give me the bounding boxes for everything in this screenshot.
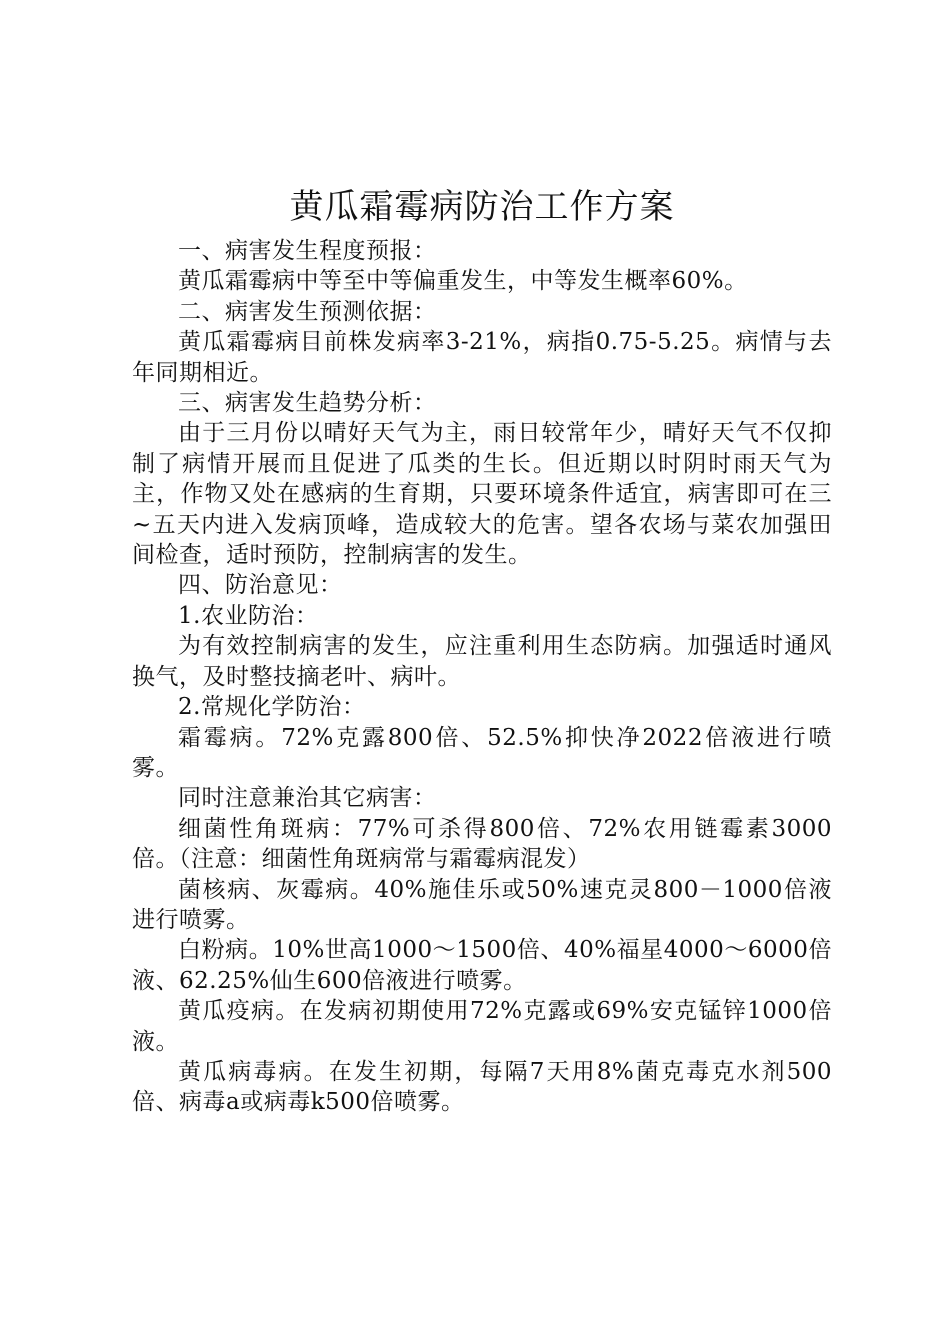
paragraph-sclerotinia-gray-mold: 菌核病、灰霉病。40%施佳乐或50%速克灵800－1000倍液进行喷雾。 [132,876,832,933]
paragraph-angular-leaf-spot: 细菌性角斑病：77%可杀得800倍、72%农用链霉素3000倍。（注意：细菌性角斑病常与霜霉病混发） [132,815,832,873]
document-title: 黄瓜霜霉病防治工作方案 [289,187,675,227]
paragraph-other-diseases: 同时注意兼治其它病害： [178,785,437,812]
paragraph-forecast: 黄瓜霜霉病中等至中等偏重发生，中等发生概率60%。 [178,268,748,295]
paragraph-basis: 黄瓜霜霉病目前株发病率3-21%，病指0.75-5.25。病情与去年同期相近。 [132,329,832,386]
document-page [132,178,832,1118]
section-heading-basis: 二、病害发生预测依据： [178,298,437,325]
section-heading-advice: 四、防治意见： [178,572,343,599]
paragraph-virus-disease: 黄瓜病毒病。在发生初期，每隔7天用8%菌克毒克水剂500倍、病毒a或病毒k500倍喷雾。 [132,1058,832,1116]
subheading-agricultural-control: 1.农业防治： [178,602,319,629]
paragraph-agricultural-control: 为有效控制病害的发生，应注重利用生态防病。加强适时通风换气，及时整技摘老叶、病叶。 [132,633,832,690]
section-heading-trend: 三、病害发生趋势分析： [178,390,437,417]
section-heading-forecast: 一、病害发生程度预报： [178,238,437,264]
paragraph-powdery-mildew: 白粉病。10%世高1000～1500倍、40%福星4000～6000倍液、62.25%仙生600倍液进行喷雾。 [132,937,832,994]
paragraph-phytophthora-blight: 黄瓜疫病。在发病初期使用72%克露或69%安克锰锌1000倍液。 [132,998,832,1055]
paragraph-trend: 由于三月份以晴好天气为主，雨日较常年少，晴好天气不仅抑制了病情开展而且促进了瓜类的生长。但近期以时阴时雨天气为主，作物又处在感病的生育期，只要环境条件适宜，病害即可在三~五天内进入发病顶峰，造成较大的危害。望各农场与菜农加强田间检查，适时预防，控制病害的发生。 [132,420,832,569]
paragraph-downy-mildew: 霜霉病。72%克露800倍、52.5%抑快净2022倍液进行喷雾。 [132,724,832,781]
subheading-chemical-control: 2.常规化学防治： [178,694,366,721]
